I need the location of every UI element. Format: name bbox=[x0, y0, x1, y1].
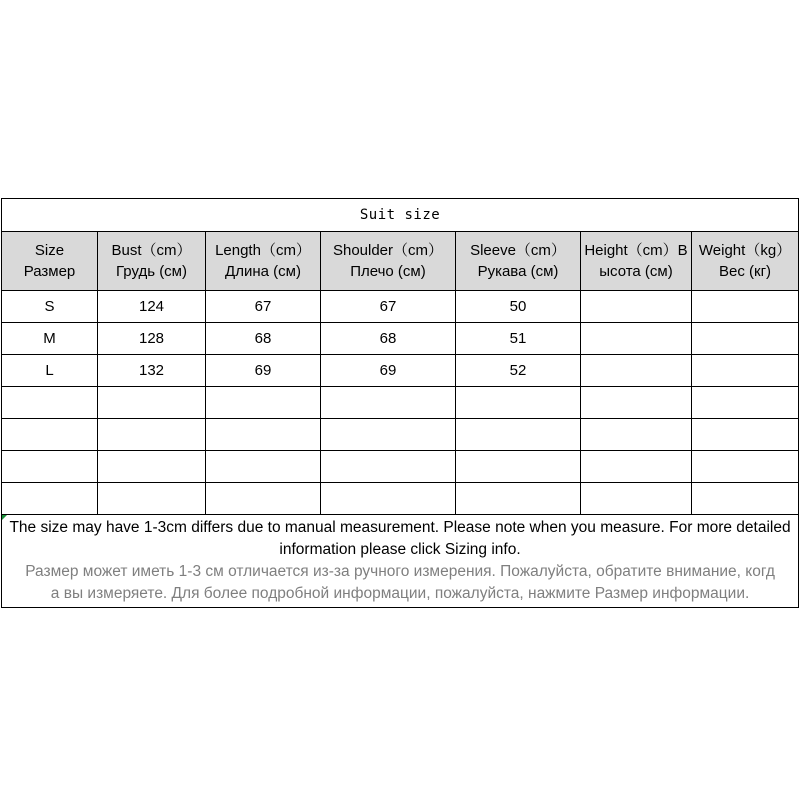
table-cell bbox=[206, 387, 321, 419]
header-sleeve bbox=[456, 232, 581, 291]
header-height bbox=[581, 232, 692, 291]
table-row bbox=[2, 291, 799, 323]
table-cell: 68 bbox=[206, 323, 321, 355]
table-cell: 69 bbox=[206, 355, 321, 387]
header-height-en: Height（cm）В bbox=[584, 242, 688, 259]
table-cell bbox=[692, 483, 799, 515]
table-cell: 50 bbox=[456, 291, 581, 323]
table-cell: 124 bbox=[98, 291, 206, 323]
table-row bbox=[2, 451, 799, 483]
header-row bbox=[2, 232, 799, 291]
table-cell bbox=[2, 451, 98, 483]
table-cell bbox=[581, 451, 692, 483]
table-cell: L bbox=[2, 355, 98, 387]
table-row bbox=[2, 419, 799, 451]
header-length-ru: Длина (см) bbox=[225, 263, 301, 280]
table-cell bbox=[321, 419, 456, 451]
table-row bbox=[2, 387, 799, 419]
table-cell bbox=[2, 387, 98, 419]
table-cell bbox=[456, 387, 581, 419]
header-size-ru: Размер bbox=[23, 263, 76, 280]
table-cell bbox=[98, 387, 206, 419]
table-cell: 128 bbox=[98, 323, 206, 355]
cell-corner-marker bbox=[2, 515, 7, 520]
measurement-note bbox=[2, 515, 799, 608]
table-cell bbox=[692, 323, 799, 355]
table-cell bbox=[456, 483, 581, 515]
table-cell bbox=[321, 387, 456, 419]
table-cell bbox=[2, 419, 98, 451]
header-sleeve-ru: Рукава (см) bbox=[477, 263, 559, 280]
table-cell bbox=[98, 451, 206, 483]
table-cell bbox=[456, 451, 581, 483]
header-length-en: Length（cm） bbox=[215, 242, 311, 259]
table-cell bbox=[206, 419, 321, 451]
table-cell: M bbox=[2, 323, 98, 355]
header-weight-ru: Вес (кг) bbox=[719, 263, 772, 280]
table-cell: 52 bbox=[456, 355, 581, 387]
table-row bbox=[2, 355, 799, 387]
table-row bbox=[2, 483, 799, 515]
header-size-en: Size bbox=[34, 242, 65, 259]
table-cell bbox=[98, 483, 206, 515]
header-weight-en: Weight（kg） bbox=[698, 242, 792, 259]
table-cell bbox=[581, 355, 692, 387]
table-cell bbox=[98, 419, 206, 451]
header-weight bbox=[692, 232, 799, 291]
table-cell bbox=[581, 483, 692, 515]
table-cell bbox=[206, 483, 321, 515]
header-shoulder bbox=[321, 232, 456, 291]
note-russian-line2: а вы измеряете. Для более подробной информации, пожалуйста, нажмите Размер информации. bbox=[50, 585, 750, 602]
table-cell bbox=[692, 387, 799, 419]
table-row bbox=[2, 323, 799, 355]
table-cell: 69 bbox=[321, 355, 456, 387]
note-english: The size may have 1-3cm differs due to manual measurement. Please note when you measure. For more detailed information please click Sizing info. bbox=[9, 519, 791, 558]
table-cell bbox=[692, 355, 799, 387]
header-bust-ru: Грудь (см) bbox=[116, 263, 187, 280]
header-shoulder-en: Shoulder（cm） bbox=[332, 242, 444, 259]
table-cell: 67 bbox=[321, 291, 456, 323]
table-cell bbox=[321, 483, 456, 515]
table-cell: S bbox=[2, 291, 98, 323]
table-cell bbox=[2, 483, 98, 515]
header-height-ru: ысота (см) bbox=[599, 263, 673, 280]
header-size bbox=[2, 232, 98, 291]
table-cell bbox=[456, 419, 581, 451]
table-cell bbox=[692, 451, 799, 483]
table-title: Suit size bbox=[2, 199, 799, 232]
header-shoulder-ru: Плечо (см) bbox=[350, 263, 426, 280]
table-cell bbox=[581, 419, 692, 451]
table-cell bbox=[581, 323, 692, 355]
table-cell bbox=[206, 451, 321, 483]
table-cell bbox=[581, 291, 692, 323]
table-cell: 51 bbox=[456, 323, 581, 355]
header-bust-en: Bust（cm） bbox=[111, 242, 192, 259]
table-cell bbox=[321, 451, 456, 483]
table-cell bbox=[692, 419, 799, 451]
table-cell bbox=[581, 387, 692, 419]
note-russian-line1: Размер может иметь 1-3 см отличается из-за ручного измерения. Пожалуйста, обратите внимание, когд bbox=[25, 563, 775, 580]
header-sleeve-en: Sleeve（cm） bbox=[470, 242, 566, 259]
size-chart-table bbox=[1, 198, 799, 608]
header-length bbox=[206, 232, 321, 291]
table-cell: 68 bbox=[321, 323, 456, 355]
table-cell: 67 bbox=[206, 291, 321, 323]
table-cell bbox=[692, 291, 799, 323]
table-cell: 132 bbox=[98, 355, 206, 387]
header-bust bbox=[98, 232, 206, 291]
